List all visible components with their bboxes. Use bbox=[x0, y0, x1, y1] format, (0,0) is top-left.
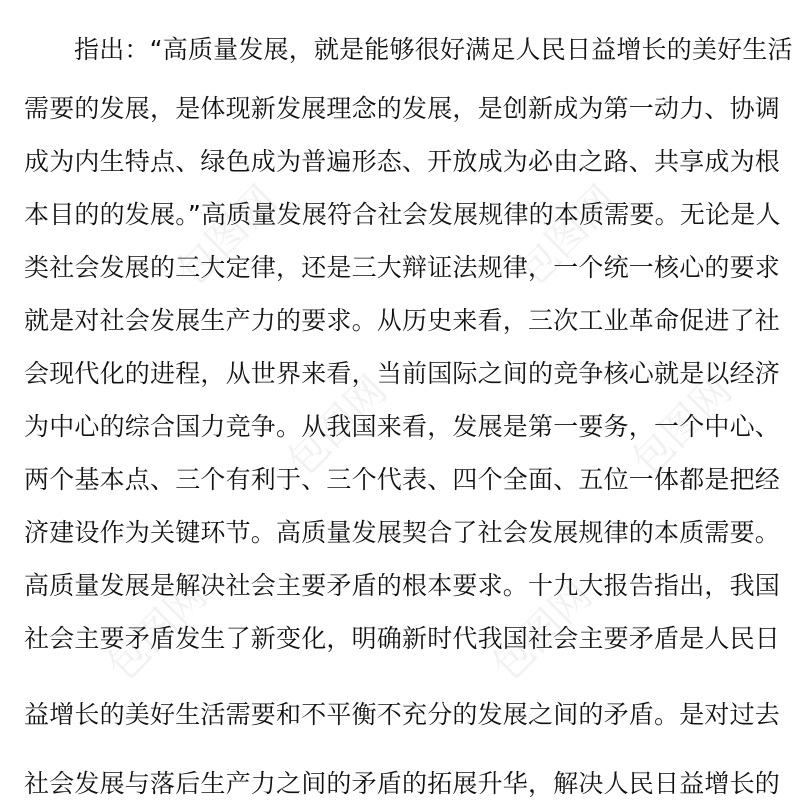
text-line: 需要的发展，是体现新发展理念的发展，是创新成为第一动力、协调 bbox=[24, 94, 781, 123]
text-line: 高质量发展是解决社会主要矛盾的根本要求。十九大报告指出，我国 bbox=[24, 571, 781, 600]
text-line: 类社会发展的三大定律，还是三大辩证法规律，一个统一核心的要求 bbox=[24, 253, 781, 282]
text-line: 为中心的综合国力竞争。从我国来看，发展是第一要务，一个中心、 bbox=[24, 412, 781, 441]
watermark: 包图网 bbox=[168, 177, 287, 295]
text-line: 本目的的发展。”高质量发展符合社会发展规律的本质需要。无论是人 bbox=[24, 200, 781, 229]
text-line: 益增长的美好生活需要和不平衡不充分的发展之间的矛盾。是对过去 bbox=[24, 700, 781, 729]
watermark: 包图网 bbox=[278, 367, 397, 485]
text-line: 会现代化的进程，从世界来看，当前国际之间的竞争核心就是以经济 bbox=[24, 359, 781, 388]
text-line: 两个基本点、三个有利于、三个代表、四个全面、五位一体都是把经 bbox=[24, 465, 781, 494]
watermark: 包图网 bbox=[98, 572, 217, 690]
text-line: 济建设作为关键环节。高质量发展契合了社会发展规律的本质需要。 bbox=[24, 518, 781, 547]
watermark: 包图网 bbox=[483, 572, 602, 690]
text-line: 指出：“高质量发展，就是能够很好满足人民日益增长的美好生活 bbox=[74, 35, 793, 64]
text-line: 社会发展与落后生产力之间的矛盾的拓展升华，解决人民日益增长的 bbox=[24, 769, 781, 798]
watermark: 包图网 bbox=[623, 367, 742, 485]
text-line: 成为内生特点、绿色成为普遍形态、开放成为必由之路、共享成为根 bbox=[24, 147, 781, 176]
watermark: 包图网 bbox=[508, 177, 627, 295]
text-line: 社会主要矛盾发生了新变化，明确新时代我国社会主要矛盾是人民日 bbox=[24, 624, 781, 653]
text-line: 就是对社会发展生产力的要求。从历史来看，三次工业革命促进了社 bbox=[24, 306, 781, 335]
